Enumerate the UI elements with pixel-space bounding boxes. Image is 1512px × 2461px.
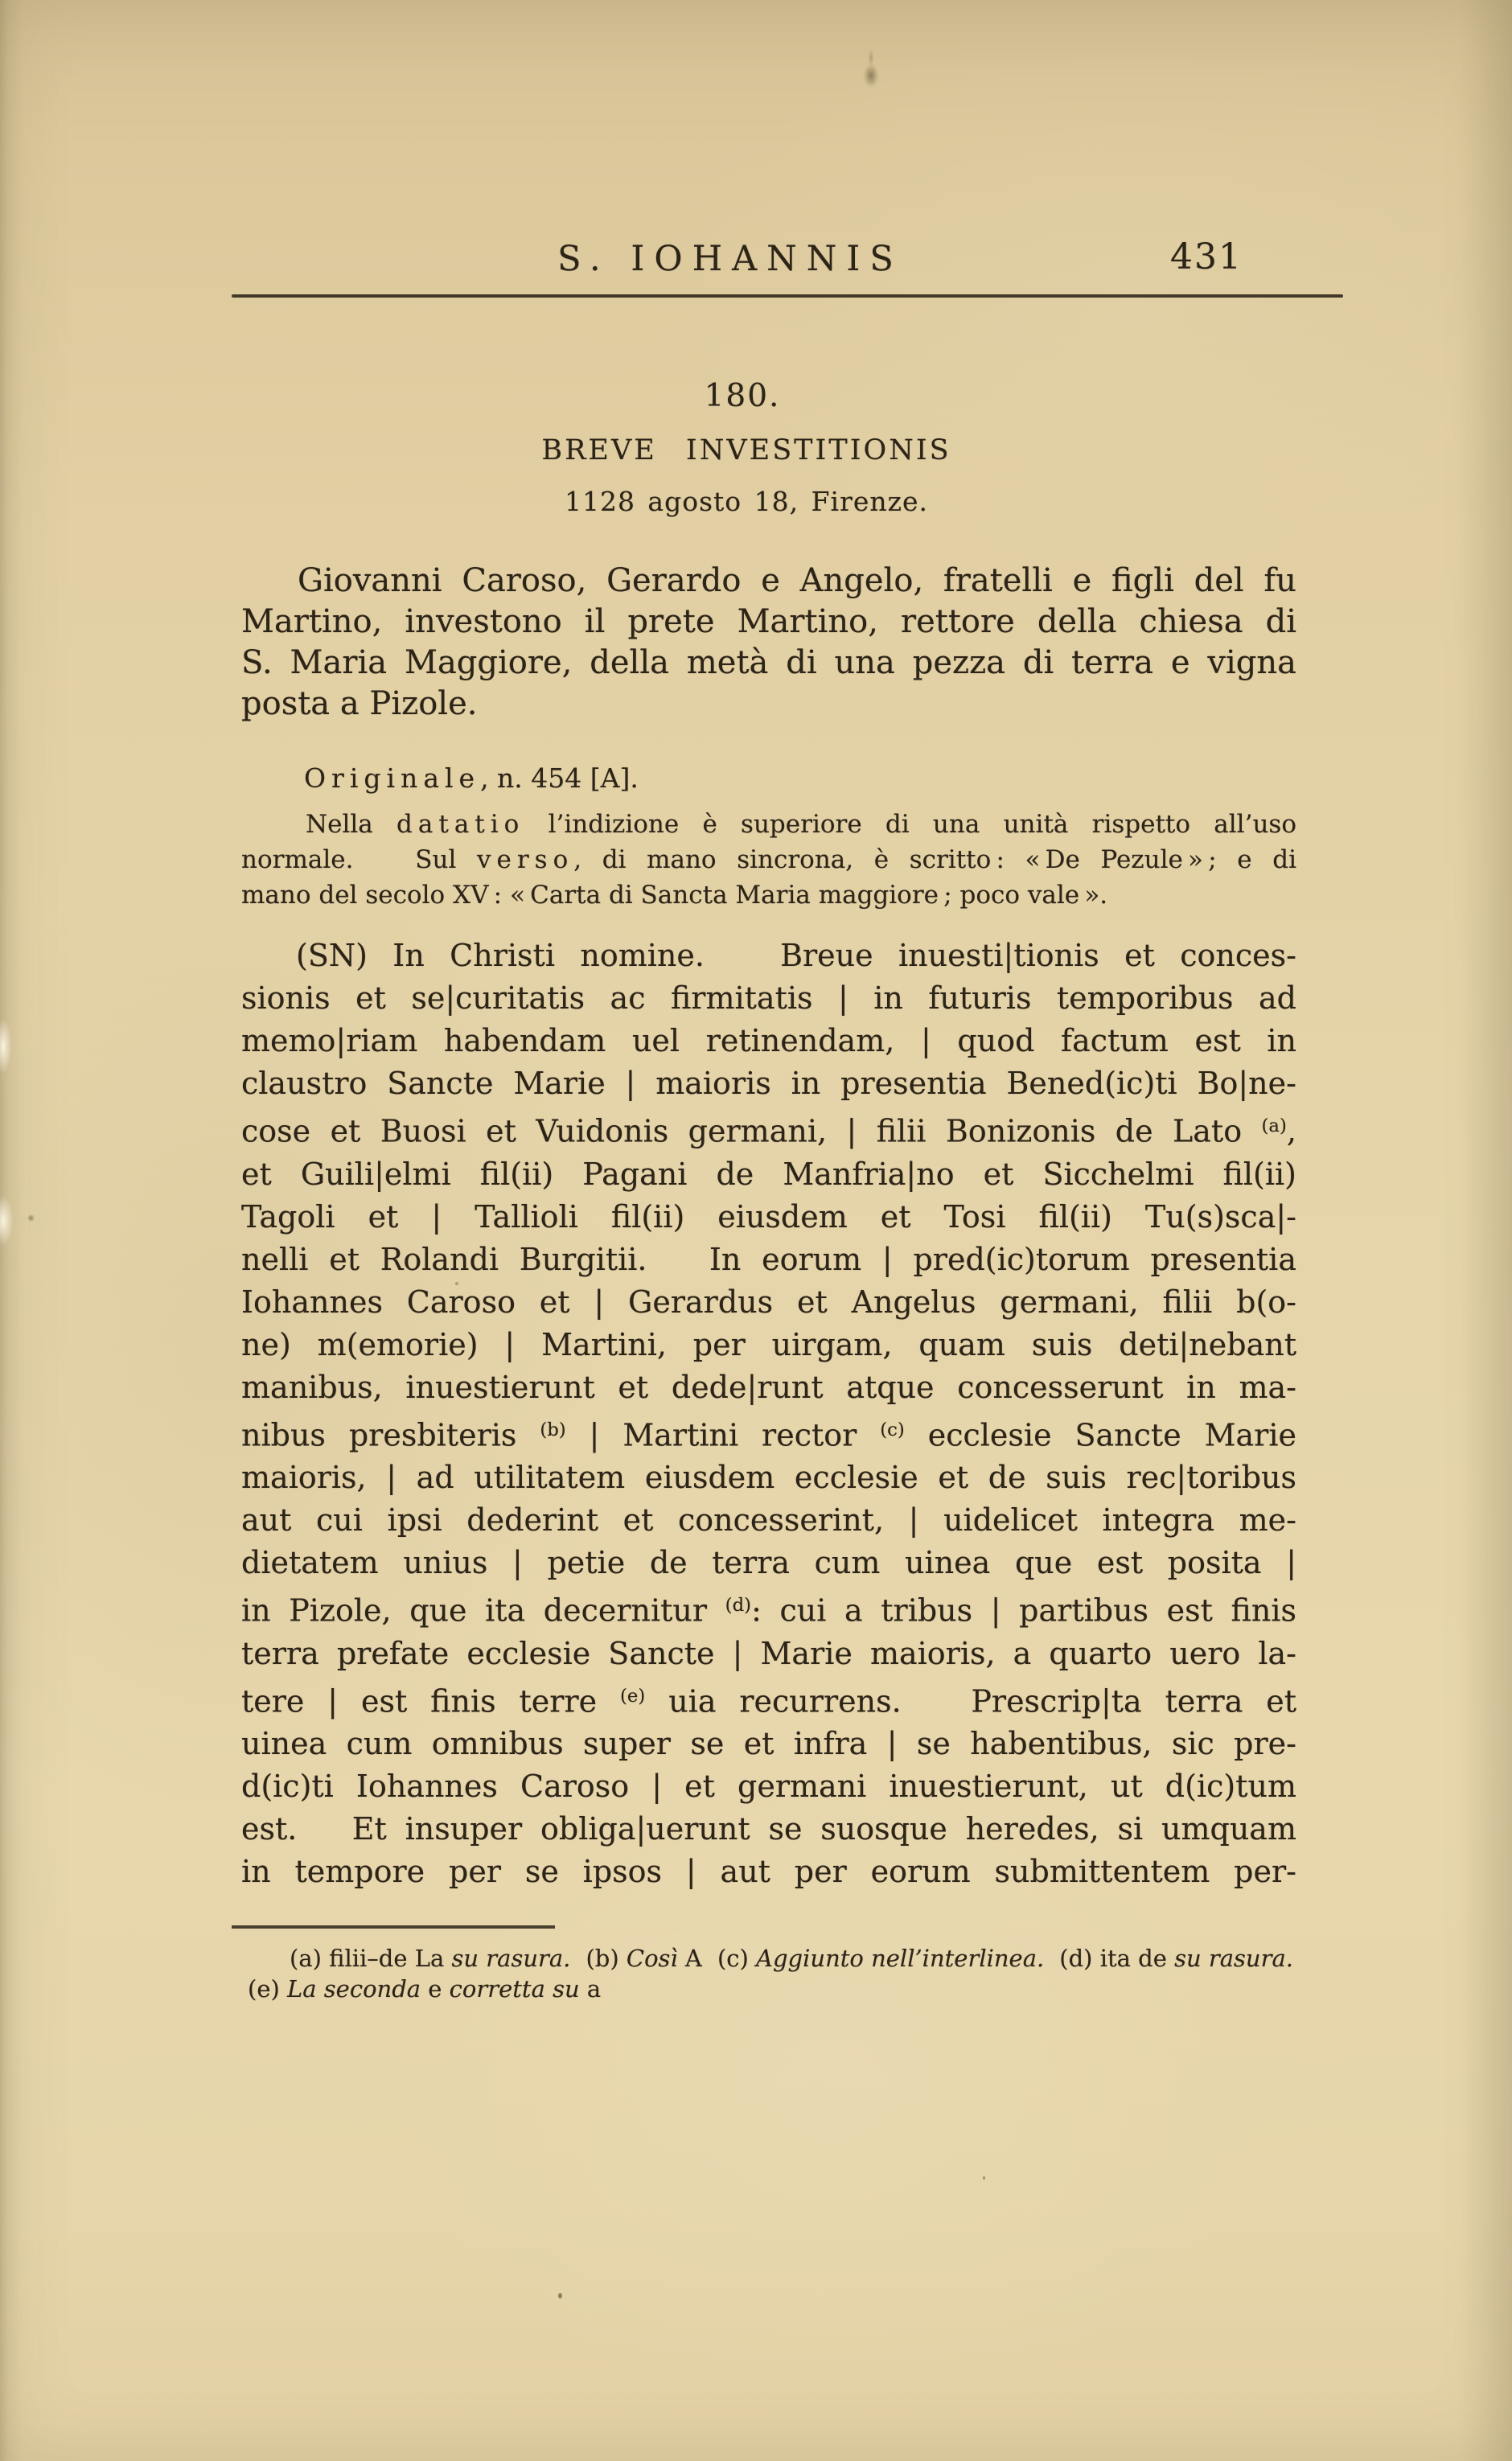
text-segment: mano del secolo XV : « Carta di Sancta Maria maggiore ; poco vale ». bbox=[241, 881, 1108, 910]
text-line: claustro Sancte Marie | maioris in presentia Bened(ic)ti Bo|ne- bbox=[241, 1066, 1296, 1101]
text-segment: La seconda bbox=[287, 1975, 421, 2003]
footnote-marker: (a) bbox=[1261, 1115, 1287, 1136]
paper-nick bbox=[0, 1197, 13, 1245]
text-line: Giovanni Caroso, Gerardo e Angelo, fratelli e figli del fu bbox=[298, 562, 1296, 599]
text-line: Iohannes Caroso et | Gerardus et Angelus germani, filii b(o- bbox=[241, 1284, 1296, 1320]
text-line: uinea cum omnibus super se et infra | se habentibus, sic pre- bbox=[241, 1726, 1296, 1762]
document-body bbox=[241, 935, 1296, 1893]
text-segment: nibus presbiteris bbox=[241, 1417, 540, 1453]
footnote-item bbox=[585, 1943, 701, 1974]
running-head-title: S. IOHANNIS bbox=[557, 239, 903, 279]
text-segment: cose et Buosi et Vuidonis germani, | filii Bonizonis de Lato bbox=[241, 1113, 1262, 1149]
text-line: nelli et Rolandi Burgitii. In eorum | pred(ic)torum presentia bbox=[241, 1241, 1296, 1277]
text-segment: , bbox=[1286, 1113, 1296, 1149]
text-segment: a bbox=[579, 1975, 602, 2003]
text-segment: Originale bbox=[304, 762, 481, 794]
text-line bbox=[241, 1584, 1296, 1633]
footnote-last-line bbox=[248, 1974, 1293, 2004]
text-line: manibus, inuestierunt et dede|runt atque concesserunt in ma- bbox=[241, 1369, 1296, 1405]
text-line: aut cui ipsi dederint et concesserint, | uidelicet integra me- bbox=[241, 1502, 1296, 1539]
text-segment: ecclesie Sancte Marie bbox=[904, 1417, 1296, 1453]
text-line bbox=[241, 1105, 1296, 1153]
page-number: 431 bbox=[1170, 236, 1243, 277]
paper-speck bbox=[455, 1282, 458, 1285]
text-line: dietatem unius | petie de terra cum uinea que est posita | bbox=[241, 1545, 1296, 1581]
footnote-item bbox=[290, 1943, 570, 1974]
text-segment: Aggiunto nell’interlinea. bbox=[756, 1945, 1045, 1972]
footnote-marker: (d) bbox=[725, 1595, 752, 1617]
footnote-item bbox=[1059, 1943, 1293, 1974]
text-segment: (d) ita de bbox=[1059, 1945, 1175, 1972]
text-line bbox=[241, 1409, 1296, 1457]
text-segment: in Pizole, que ita decernitur bbox=[241, 1592, 725, 1629]
text-segment: (a) filii–de La bbox=[290, 1945, 452, 1972]
text-segment: tere | est finis terre bbox=[241, 1683, 621, 1719]
summary-paragraph bbox=[241, 561, 1296, 725]
text-segment: e bbox=[421, 1975, 450, 2003]
paper-speck bbox=[558, 2293, 562, 2299]
footnote-marker: (b) bbox=[540, 1419, 566, 1440]
text-segment: , n. 454 [A]. bbox=[480, 762, 639, 794]
text-line bbox=[241, 877, 1296, 913]
footnote-item bbox=[717, 1943, 1044, 1974]
text-segment: l’indizione è superiore di una unità rispetto all’uso bbox=[524, 810, 1296, 839]
header-rule bbox=[232, 294, 1343, 298]
ink-smudge-tail bbox=[869, 50, 873, 66]
text-line: in tempore per se ipsos | aut per eorum submittentem per- bbox=[241, 1854, 1296, 1890]
paper-nick bbox=[0, 1020, 11, 1073]
source-line bbox=[241, 762, 1359, 794]
text-line: est. Et insuper obliga|uerunt se suosque heredes, si umquam bbox=[241, 1811, 1296, 1847]
text-segment: Nella bbox=[306, 810, 397, 839]
footnote-rule bbox=[232, 1925, 555, 1929]
text-segment: verso bbox=[477, 845, 574, 874]
text-segment: | Martini rector bbox=[565, 1417, 881, 1453]
text-segment: (b) bbox=[585, 1945, 627, 1972]
document-dateline: 1128 agosto 18, Firenze. bbox=[564, 486, 929, 517]
text-segment: uia recurrens. Prescrip|ta terra et bbox=[645, 1683, 1297, 1719]
text-line: S. Maria Maggiore, della metà di una pezza di terra e vigna bbox=[241, 644, 1296, 681]
text-line bbox=[241, 1675, 1296, 1724]
text-segment: : cui a tribus | partibus est finis bbox=[751, 1592, 1296, 1629]
text-line: terra prefate ecclesie Sancte | Marie maioris, a quarto uero la- bbox=[241, 1635, 1296, 1671]
text-segment: A bbox=[677, 1945, 702, 1972]
footnote-marker: (e) bbox=[620, 1685, 646, 1707]
footnote-marker: (c) bbox=[880, 1419, 905, 1440]
paper-speck bbox=[983, 2176, 985, 2180]
text-segment: , di mano sincrona, è scritto : « De Pezule » ; e di bbox=[573, 845, 1296, 874]
text-segment: (e) bbox=[248, 1975, 288, 2003]
footnote-row bbox=[248, 1943, 1293, 1974]
text-segment: Così bbox=[626, 1945, 678, 1972]
text-segment: datatio bbox=[396, 810, 525, 839]
text-segment: (c) bbox=[717, 1945, 757, 1972]
archival-note bbox=[241, 807, 1296, 913]
text-line bbox=[241, 842, 1296, 877]
text-line: d(ic)ti Iohannes Caroso | et germani inuestierunt, ut d(ic)tum bbox=[241, 1769, 1296, 1805]
paper-speck bbox=[27, 1214, 35, 1222]
text-segment: normale. Sul bbox=[241, 845, 477, 874]
footnotes bbox=[248, 1943, 1293, 2004]
text-line: sionis et se|curitatis ac firmitatis | in futuris temporibus ad bbox=[241, 980, 1296, 1016]
text-segment: su rasura. bbox=[451, 1945, 571, 1972]
text-line: Martino, investono il prete Martino, rettore della chiesa di bbox=[241, 603, 1296, 640]
text-line: maioris, | ad utilitatem eiusdem ecclesie et de suis rec|toribus bbox=[241, 1460, 1296, 1496]
text-line: memo|riam habendam uel retinendam, | quod factum est in bbox=[241, 1023, 1296, 1058]
text-line: et Guili|elmi fil(ii) Pagani de Manfria|no et Sicchelmi fil(ii) bbox=[241, 1156, 1296, 1192]
text-line bbox=[241, 807, 1296, 842]
document-number: 180. bbox=[704, 378, 781, 414]
text-segment: corretta su bbox=[449, 1975, 580, 2003]
text-line: (SN) In Christi nomine. Breue inuesti|tionis et conces- bbox=[296, 938, 1296, 973]
document-title: BREVE INVESTITIONIS bbox=[541, 434, 951, 466]
ink-smudge bbox=[864, 64, 878, 87]
text-line: ne) m(emorie) | Martini, per uirgam, quam suis deti|nebant bbox=[241, 1326, 1296, 1362]
text-line: posta a Pizole. bbox=[241, 685, 478, 722]
text-segment: su rasura. bbox=[1174, 1945, 1293, 1972]
text-line: Tagoli et | Tallioli fil(ii) eiusdem et Tosi fil(ii) Tu(s)sca|- bbox=[241, 1198, 1296, 1235]
